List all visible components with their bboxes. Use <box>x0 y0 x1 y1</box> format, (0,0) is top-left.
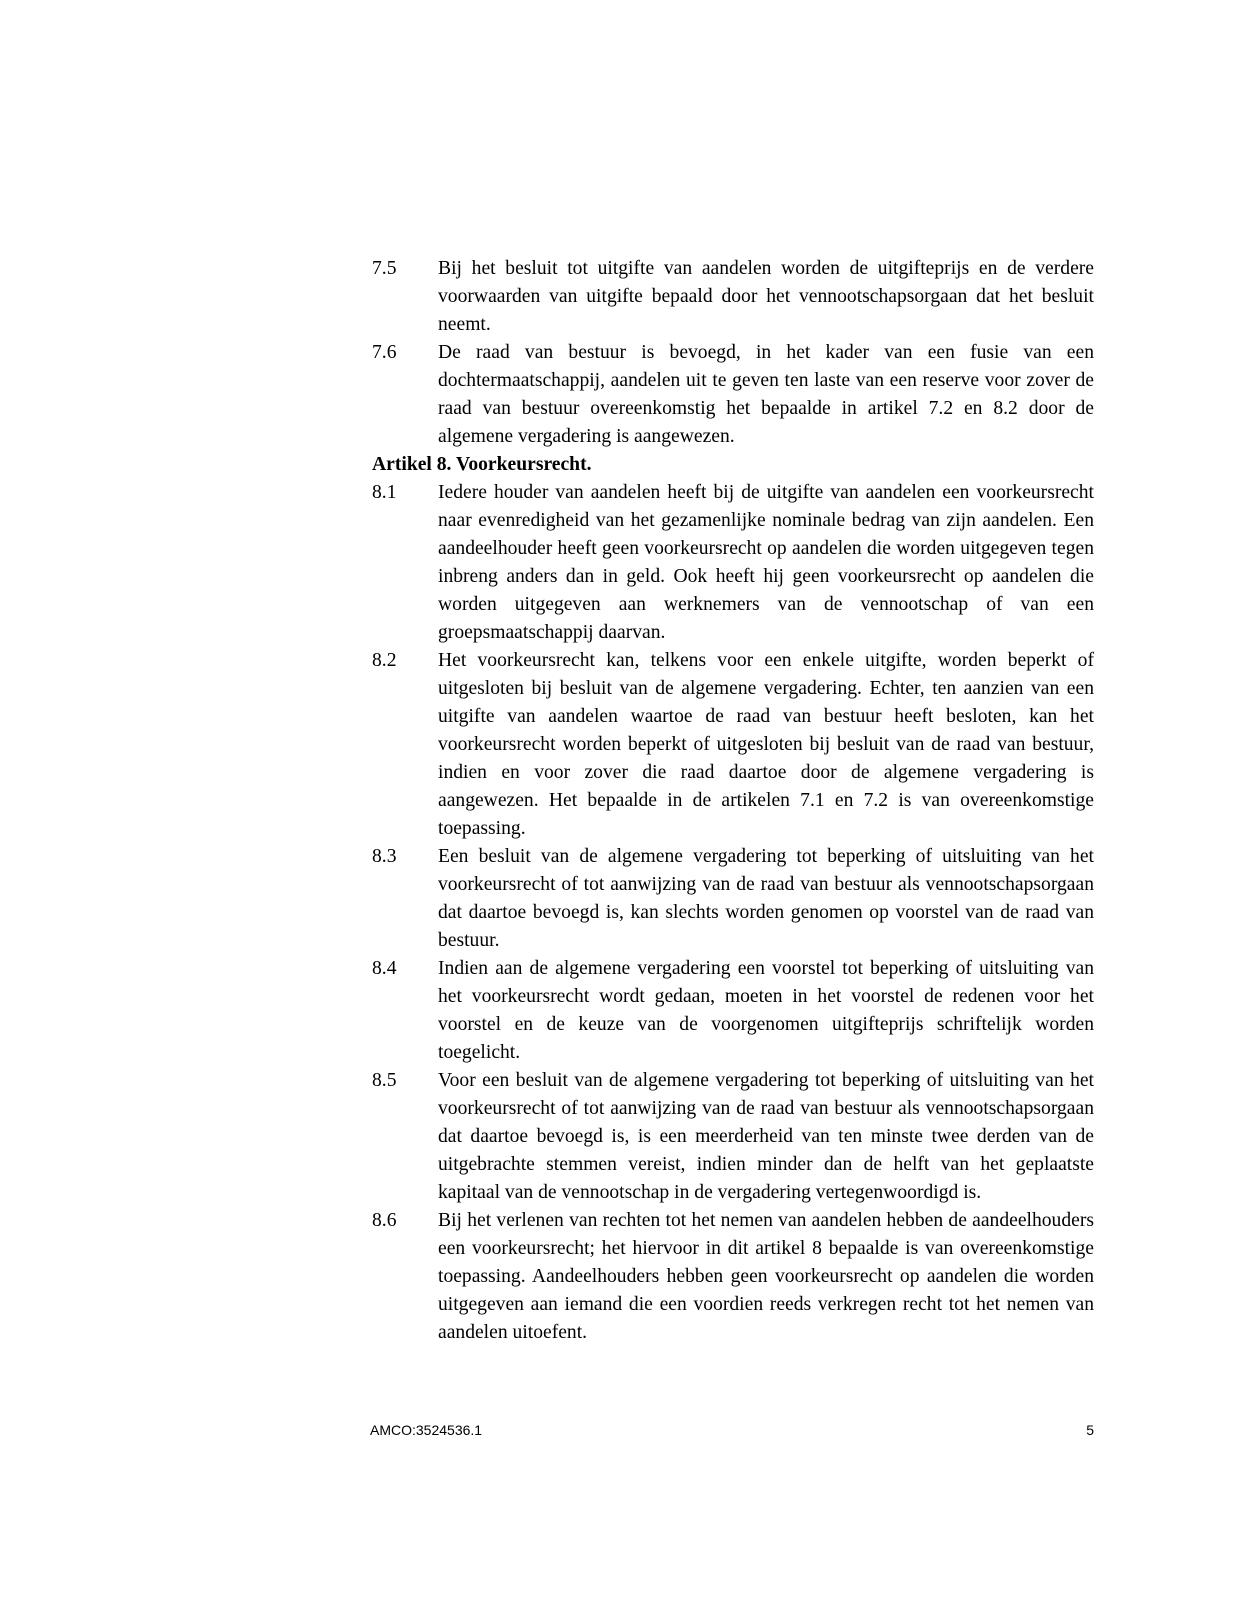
clause-number: 8.6 <box>372 1210 397 1231</box>
clause-text: Indien aan de algemene vergadering een voorstel tot beperking of uitsluiting van het voorkeursrecht wordt gedaan, moeten in het voorstel de redenen voor het voorstel en de keuze van de voorgenomen uitgifteprijs schriftelijk worden toegelicht. <box>438 958 1094 1063</box>
clause-8-3 <box>372 843 1094 955</box>
document-body <box>372 255 1094 1347</box>
clause-8-4 <box>372 955 1094 1067</box>
clause-text: Bij het besluit tot uitgifte van aandelen worden de uitgifteprijs en de verdere voorwaarden van uitgifte bepaald door het vennootschapsorgaan dat het besluit neemt. <box>438 258 1094 335</box>
clause-8-6 <box>372 1207 1094 1347</box>
clause-number: 8.5 <box>372 1070 397 1091</box>
article-8-heading: Artikel 8. Voorkeursrecht. <box>372 454 592 475</box>
page-footer <box>370 1421 1094 1439</box>
clause-7-5 <box>372 255 1094 339</box>
clause-number: 8.2 <box>372 650 397 671</box>
clause-number: 8.3 <box>372 846 397 867</box>
clause-text: De raad van bestuur is bevoegd, in het kader van een fusie van een dochtermaatschappij, aandelen uit te geven ten laste van een reserve voor zover de raad van bestuur overeenkomstig het bepaalde in artikel 7.2 en 8.2 door de algemene vergadering is aangewezen. <box>438 342 1094 447</box>
page-number: 5 <box>1086 1422 1094 1438</box>
clause-7-6 <box>372 339 1094 451</box>
clause-8-2 <box>372 647 1094 843</box>
clause-text: Bij het verlenen van rechten tot het nemen van aandelen hebben de aandeelhouders een voorkeursrecht; het hiervoor in dit artikel 8 bepaalde is van overeenkomstige toepassing. Aandeelhouders hebben geen voorkeursrecht op aandelen die worden uitgegeven aan iemand die een voordien reeds verkregen recht tot het nemen van aandelen uitoefent. <box>438 1210 1094 1343</box>
clause-number: 8.4 <box>372 958 397 979</box>
clause-number: 8.1 <box>372 482 397 503</box>
clause-8-1 <box>372 479 1094 647</box>
clause-text: Een besluit van de algemene vergadering tot beperking of uitsluiting van het voorkeursrecht of tot aanwijzing van de raad van bestuur als vennootschapsorgaan dat daartoe bevoegd is, kan slechts worden genomen op voorstel van de raad van bestuur. <box>438 846 1094 951</box>
clause-number: 7.6 <box>372 342 397 363</box>
clause-8-5 <box>372 1067 1094 1207</box>
clause-text: Voor een besluit van de algemene vergadering tot beperking of uitsluiting van het voorkeursrecht of tot aanwijzing van de raad van bestuur als vennootschapsorgaan dat daartoe bevoegd is, is een meerderheid van ten minste twee derden van de uitgebrachte stemmen vereist, indien minder dan de helft van het geplaatste kapitaal van de vennootschap in de vergadering vertegenwoordigd is. <box>438 1070 1094 1203</box>
clause-number: 7.5 <box>372 258 397 279</box>
clause-text: Het voorkeursrecht kan, telkens voor een enkele uitgifte, worden beperkt of uitgesloten bij besluit van de algemene vergadering. Echter, ten aanzien van een uitgifte van aandelen waartoe de raad van bestuur heeft besloten, kan het voorkeursrecht worden beperkt of uitgesloten bij besluit van de raad van bestuur, indien en voor zover die raad daartoe door de algemene vergadering is aangewezen. Het bepaalde in de artikelen 7.1 en 7.2 is van overeenkomstige toepassing. <box>438 650 1094 839</box>
document-id: AMCO:3524536.1 <box>370 1422 483 1438</box>
clause-text: Iedere houder van aandelen heeft bij de uitgifte van aandelen een voorkeursrecht naar evenredigheid van het gezamenlijke nominale bedrag van zijn aandelen. Een aandeelhouder heeft geen voorkeursrecht op aandelen die worden uitgegeven tegen inbreng anders dan in geld. Ook heeft hij geen voorkeursrecht op aandelen die worden uitgegeven aan werknemers van de vennootschap of van een groepsmaatschappij daarvan. <box>438 482 1094 643</box>
